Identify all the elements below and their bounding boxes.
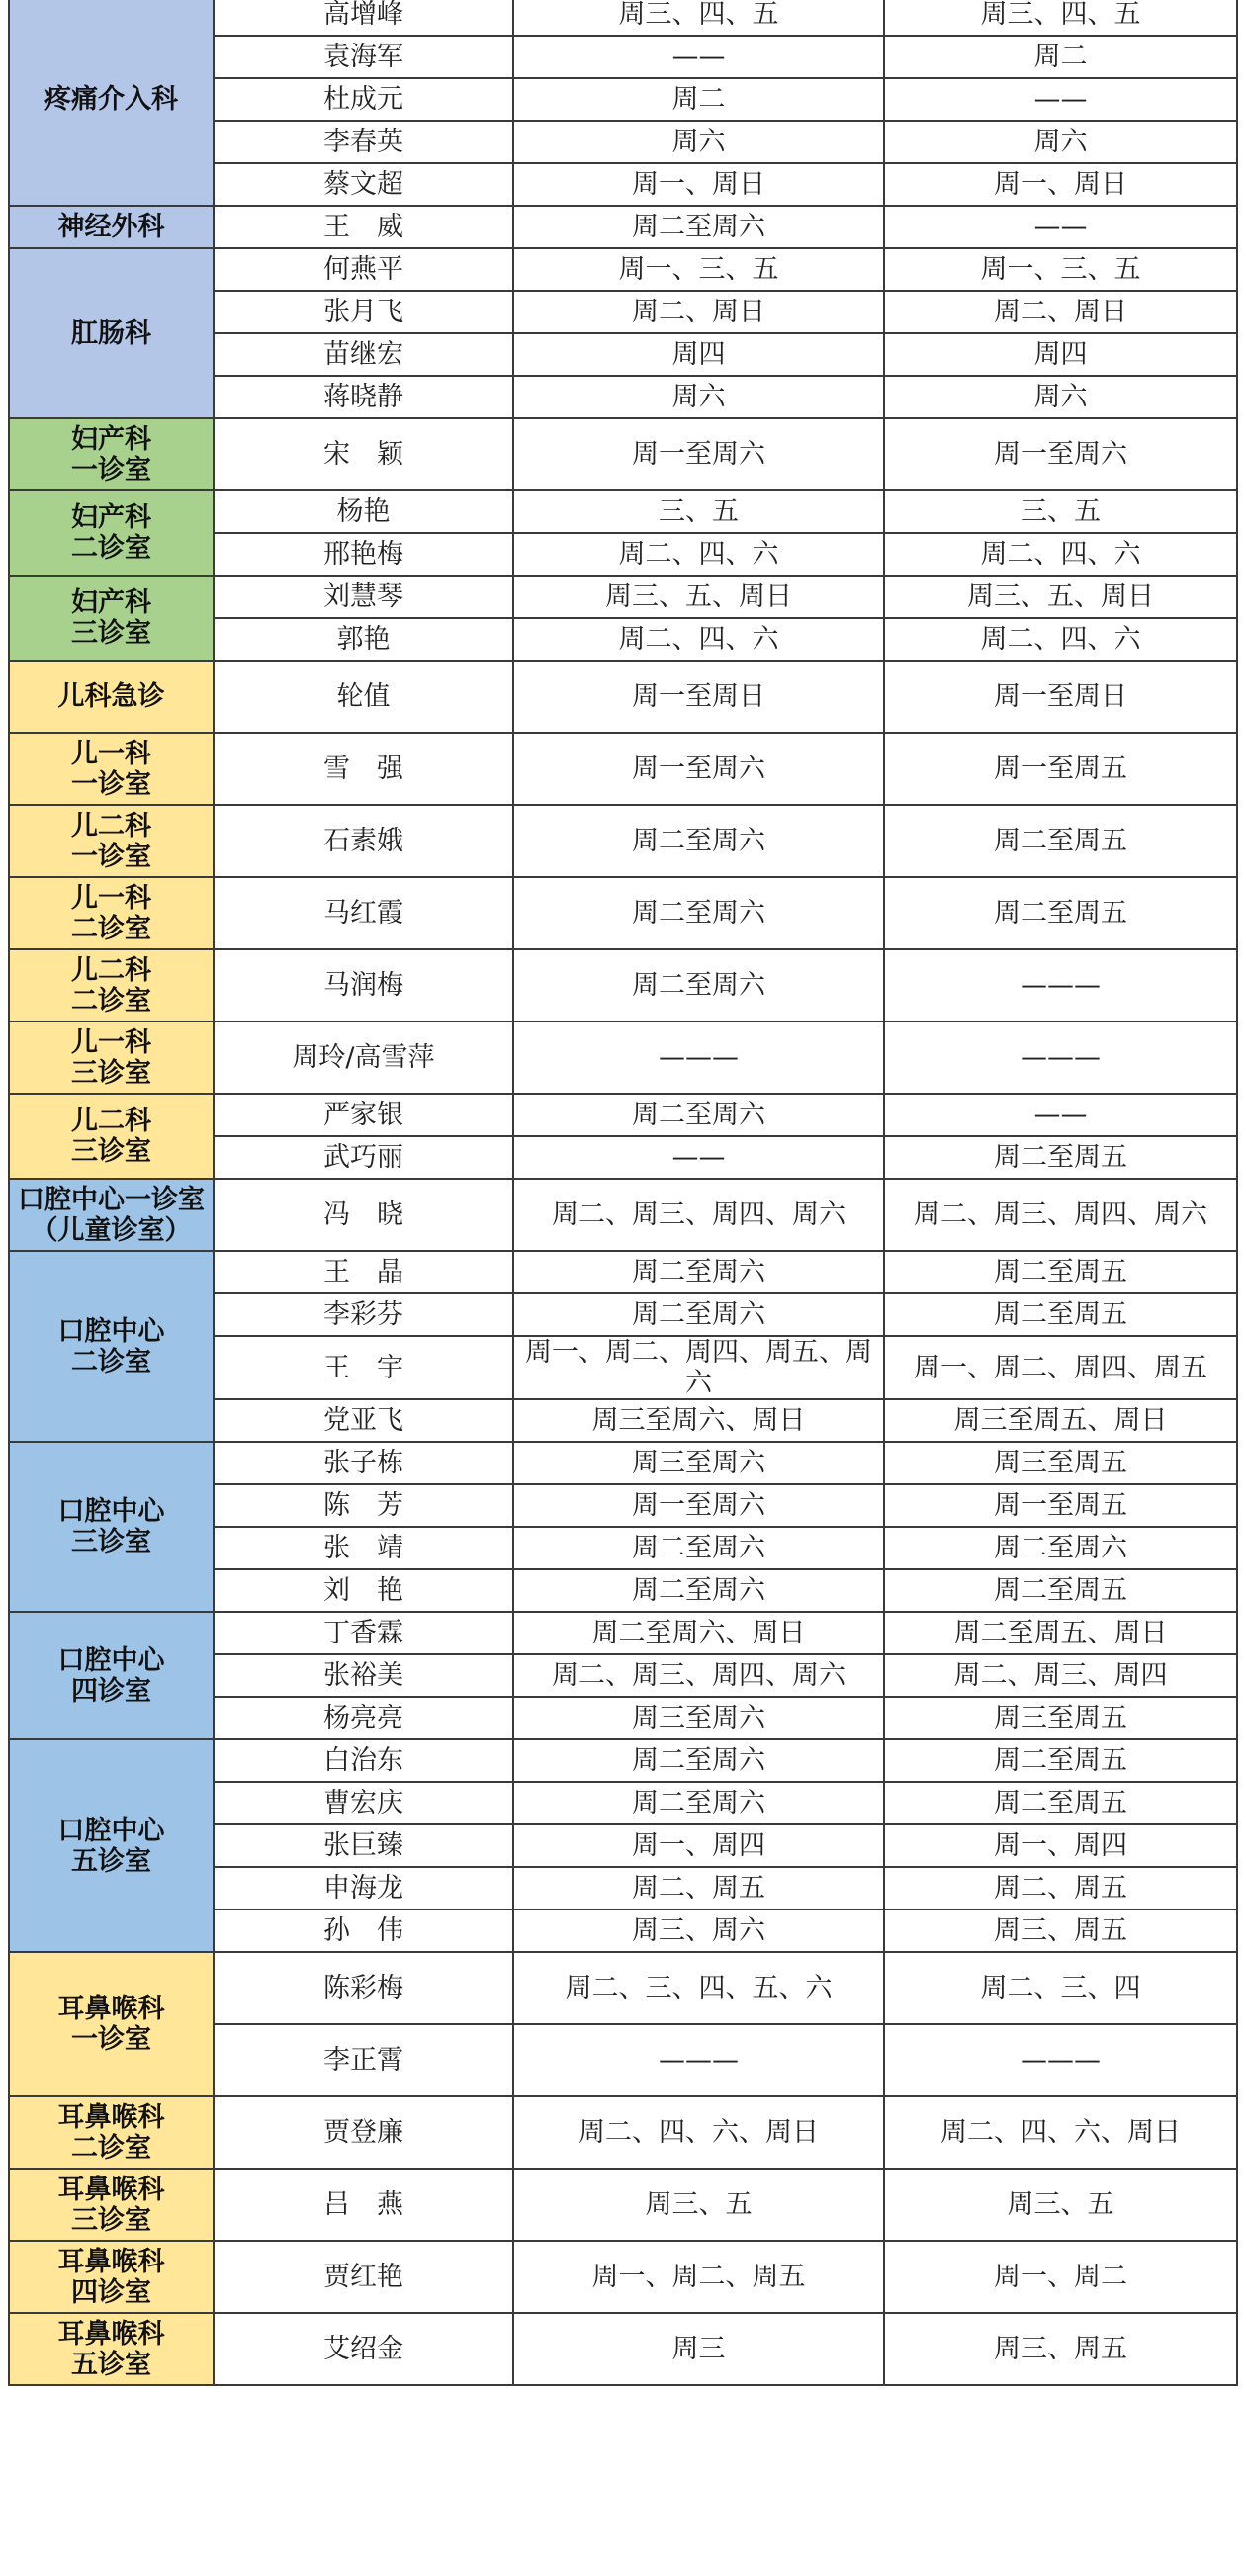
doctor-name-cell: 贾红艳 [214, 2241, 513, 2313]
department-cell: 儿二科 二诊室 [9, 949, 214, 1022]
schedule-cell-2: 周一、周日 [884, 163, 1237, 206]
doctor-name-cell: 刘慧琴 [214, 576, 513, 618]
doctor-name-cell: 宋 颖 [214, 418, 513, 490]
schedule-cell-2: 周二至周六 [884, 1527, 1237, 1569]
doctor-name-cell: 王 威 [214, 206, 513, 248]
schedule-cell-2: 周二 [884, 36, 1237, 78]
schedule-cell-2: ——— [884, 2024, 1237, 2096]
doctor-name-cell: 张 靖 [214, 1527, 513, 1569]
schedule-cell-1: 周二、周三、周四、周六 [513, 1654, 884, 1697]
schedule-cell-1: ——— [513, 2024, 884, 2096]
schedule-cell-1: 周四 [513, 333, 884, 376]
doctor-name-cell: 雪 强 [214, 733, 513, 805]
department-cell: 口腔中心 四诊室 [9, 1612, 214, 1739]
schedule-cell-2: —— [884, 78, 1237, 121]
doctor-name-cell: 冯 晓 [214, 1179, 513, 1251]
schedule-cell-2: 周二、四、六 [884, 533, 1237, 576]
schedule-cell-2: ——— [884, 949, 1237, 1022]
schedule-cell-1: 周二至周六 [513, 949, 884, 1022]
table-row [9, 661, 1237, 733]
department-cell: 口腔中心一诊室 （儿童诊室） [9, 1179, 214, 1251]
doctor-name-cell: 李正霄 [214, 2024, 513, 2096]
schedule-cell-1: ——— [513, 1022, 884, 1094]
schedule-cell-2: 周三、四、五 [884, 0, 1237, 36]
doctor-name-cell: 蒋晓静 [214, 376, 513, 418]
table-row [9, 949, 1237, 1022]
schedule-cell-2: —— [884, 1094, 1237, 1136]
doctor-name-cell: 王 宇 [214, 1336, 513, 1399]
schedule-cell-2: 周一至周五 [884, 733, 1237, 805]
schedule-cell-2: 周二至周五 [884, 1569, 1237, 1612]
schedule-cell-2: 周二、周日 [884, 291, 1237, 333]
clinic-schedule-table [8, 0, 1238, 2386]
schedule-cell-1: 周二、四、六 [513, 618, 884, 661]
department-cell: 儿一科 二诊室 [9, 877, 214, 949]
schedule-cell-1: 周一、三、五 [513, 248, 884, 291]
doctor-name-cell: 邢艳梅 [214, 533, 513, 576]
table-row [9, 418, 1237, 490]
table-row [9, 1442, 1237, 1484]
table-row [9, 1094, 1237, 1136]
department-cell: 耳鼻喉科 五诊室 [9, 2313, 214, 2385]
schedule-cell-2: 周一至周五 [884, 1484, 1237, 1527]
doctor-name-cell: 艾绍金 [214, 2313, 513, 2385]
doctor-name-cell: 张月飞 [214, 291, 513, 333]
schedule-cell-2: 周二至周五 [884, 1293, 1237, 1336]
schedule-cell-2: 周二、四、六 [884, 618, 1237, 661]
doctor-name-cell: 周玲/高雪萍 [214, 1022, 513, 1094]
schedule-cell-2: ——— [884, 1022, 1237, 1094]
schedule-cell-2: 周四 [884, 333, 1237, 376]
schedule-cell-1: 周一至周六 [513, 418, 884, 490]
table-row [9, 1952, 1237, 2024]
schedule-cell-1: 三、五 [513, 490, 884, 533]
schedule-cell-2: 周六 [884, 376, 1237, 418]
schedule-cell-1: 周一至周六 [513, 733, 884, 805]
department-cell: 肛肠科 [9, 248, 214, 418]
schedule-cell-1: 周二至周六 [513, 877, 884, 949]
doctor-name-cell: 高增峰 [214, 0, 513, 36]
schedule-cell-1: 周二至周六 [513, 206, 884, 248]
schedule-cell-1: 周二至周六 [513, 1569, 884, 1612]
table-row [9, 0, 1237, 36]
table-row [9, 2241, 1237, 2313]
schedule-cell-1: 周三至周六 [513, 1697, 884, 1739]
doctor-name-cell: 曹宏庆 [214, 1782, 513, 1824]
table-row [9, 576, 1237, 618]
schedule-cell-1: 周一、周四 [513, 1824, 884, 1867]
schedule-cell-2: 周一、周二 [884, 2241, 1237, 2313]
doctor-name-cell: 李春英 [214, 121, 513, 163]
schedule-cell-2: 三、五 [884, 490, 1237, 533]
schedule-cell-1: 周三至周六 [513, 1442, 884, 1484]
schedule-cell-1: 周二至周六、周日 [513, 1612, 884, 1654]
department-cell: 妇产科 三诊室 [9, 576, 214, 661]
table-row [9, 805, 1237, 877]
schedule-cell-1: 周六 [513, 376, 884, 418]
doctor-name-cell: 杨亮亮 [214, 1697, 513, 1739]
doctor-name-cell: 郭艳 [214, 618, 513, 661]
schedule-cell-1: 周二、周三、周四、周六 [513, 1179, 884, 1251]
doctor-name-cell: 李彩芬 [214, 1293, 513, 1336]
schedule-cell-1: 周二至周六 [513, 1251, 884, 1293]
doctor-name-cell: 石素娥 [214, 805, 513, 877]
doctor-name-cell: 马润梅 [214, 949, 513, 1022]
table-row [9, 733, 1237, 805]
doctor-name-cell: 刘 艳 [214, 1569, 513, 1612]
doctor-name-cell: 孙 伟 [214, 1910, 513, 1952]
schedule-cell-2: 周二至周五 [884, 877, 1237, 949]
department-cell: 耳鼻喉科 一诊室 [9, 1952, 214, 2096]
schedule-cell-1: 周一、周二、周四、周五、周六 [513, 1336, 884, 1399]
schedule-cell-2: 周一、周二、周四、周五 [884, 1336, 1237, 1399]
department-cell: 耳鼻喉科 二诊室 [9, 2096, 214, 2169]
doctor-name-cell: 陈彩梅 [214, 1952, 513, 2024]
schedule-cell-2: 周一至周日 [884, 661, 1237, 733]
department-cell: 耳鼻喉科 三诊室 [9, 2169, 214, 2241]
doctor-name-cell: 党亚飞 [214, 1399, 513, 1442]
schedule-cell-1: 周三、四、五 [513, 0, 884, 36]
schedule-cell-1: 周二、四、六、周日 [513, 2096, 884, 2169]
schedule-cell-1: 周二至周六 [513, 1293, 884, 1336]
doctor-name-cell: 丁香霖 [214, 1612, 513, 1654]
schedule-cell-1: 周二至周六 [513, 1527, 884, 1569]
schedule-cell-2: 周二、周三、周四、周六 [884, 1179, 1237, 1251]
schedule-cell-2: 周二、周三、周四 [884, 1654, 1237, 1697]
doctor-name-cell: 陈 芳 [214, 1484, 513, 1527]
table-row [9, 877, 1237, 949]
schedule-cell-2: 周三至周五、周日 [884, 1399, 1237, 1442]
department-cell: 口腔中心 二诊室 [9, 1251, 214, 1442]
table-row [9, 1612, 1237, 1654]
schedule-cell-2: 周三、周五 [884, 1910, 1237, 1952]
schedule-cell-2: 周三、五、周日 [884, 576, 1237, 618]
schedule-cell-1: 周三至周六、周日 [513, 1399, 884, 1442]
schedule-cell-1: 周一至周六 [513, 1484, 884, 1527]
department-cell: 耳鼻喉科 四诊室 [9, 2241, 214, 2313]
department-cell: 妇产科 一诊室 [9, 418, 214, 490]
table-row [9, 1022, 1237, 1094]
schedule-cell-1: 周二至周六 [513, 805, 884, 877]
schedule-cell-2: 周二至周五 [884, 1739, 1237, 1782]
schedule-cell-1: 周二、三、四、五、六 [513, 1952, 884, 2024]
table-row [9, 1739, 1237, 1782]
department-cell: 儿科急诊 [9, 661, 214, 733]
doctor-name-cell: 申海龙 [214, 1867, 513, 1910]
doctor-name-cell: 蔡文超 [214, 163, 513, 206]
schedule-cell-2: 周三至周五 [884, 1697, 1237, 1739]
schedule-cell-2: 周一、周四 [884, 1824, 1237, 1867]
doctor-name-cell: 何燕平 [214, 248, 513, 291]
doctor-name-cell: 白治东 [214, 1739, 513, 1782]
doctor-name-cell: 严家银 [214, 1094, 513, 1136]
schedule-cell-1: 周一、周二、周五 [513, 2241, 884, 2313]
schedule-cell-1: 周二至周六 [513, 1094, 884, 1136]
table-row [9, 2169, 1237, 2241]
doctor-name-cell: 贾登廉 [214, 2096, 513, 2169]
department-cell: 儿一科 三诊室 [9, 1022, 214, 1094]
table-row [9, 2313, 1237, 2385]
schedule-cell-2: —— [884, 206, 1237, 248]
schedule-cell-1: 周六 [513, 121, 884, 163]
schedule-cell-2: 周二至周五 [884, 805, 1237, 877]
doctor-name-cell: 苗继宏 [214, 333, 513, 376]
schedule-cell-2: 周二、三、四 [884, 1952, 1237, 2024]
schedule-cell-2: 周三、周五 [884, 2313, 1237, 2385]
doctor-name-cell: 王 晶 [214, 1251, 513, 1293]
schedule-cell-1: 周二至周六 [513, 1739, 884, 1782]
table-row [9, 2096, 1237, 2169]
schedule-cell-1: 周二、周日 [513, 291, 884, 333]
schedule-cell-1: 周三、周六 [513, 1910, 884, 1952]
schedule-cell-2: 周六 [884, 121, 1237, 163]
doctor-name-cell: 武巧丽 [214, 1136, 513, 1179]
doctor-name-cell: 杨艳 [214, 490, 513, 533]
doctor-name-cell: 吕 燕 [214, 2169, 513, 2241]
schedule-cell-1: 周三、五、周日 [513, 576, 884, 618]
schedule-cell-2: 周二至周五、周日 [884, 1612, 1237, 1654]
table-row [9, 490, 1237, 533]
schedule-cell-2: 周一、三、五 [884, 248, 1237, 291]
schedule-cell-1: 周三 [513, 2313, 884, 2385]
schedule-cell-1: —— [513, 1136, 884, 1179]
schedule-cell-2: 周三、五 [884, 2169, 1237, 2241]
schedule-cell-2: 周二至周五 [884, 1251, 1237, 1293]
schedule-cell-1: 周二至周六 [513, 1782, 884, 1824]
schedule-cell-2: 周一至周六 [884, 418, 1237, 490]
table-row [9, 206, 1237, 248]
doctor-name-cell: 马红霞 [214, 877, 513, 949]
doctor-name-cell: 张巨臻 [214, 1824, 513, 1867]
schedule-cell-2: 周二至周五 [884, 1136, 1237, 1179]
department-cell: 儿一科 一诊室 [9, 733, 214, 805]
department-cell: 口腔中心 三诊室 [9, 1442, 214, 1612]
schedule-cell-2: 周二至周五 [884, 1782, 1237, 1824]
department-cell: 儿二科 一诊室 [9, 805, 214, 877]
department-cell: 妇产科 二诊室 [9, 490, 214, 576]
schedule-cell-1: 周一至周日 [513, 661, 884, 733]
doctor-name-cell: 杜成元 [214, 78, 513, 121]
table-row [9, 1251, 1237, 1293]
department-cell: 口腔中心 五诊室 [9, 1739, 214, 1952]
schedule-cell-2: 周二、四、六、周日 [884, 2096, 1237, 2169]
schedule-cell-1: 周二、周五 [513, 1867, 884, 1910]
doctor-name-cell: 张裕美 [214, 1654, 513, 1697]
table-row [9, 248, 1237, 291]
schedule-cell-1: 周二 [513, 78, 884, 121]
doctor-name-cell: 张子栋 [214, 1442, 513, 1484]
doctor-name-cell: 轮值 [214, 661, 513, 733]
schedule-cell-2: 周三至周五 [884, 1442, 1237, 1484]
schedule-cell-2: 周二、周五 [884, 1867, 1237, 1910]
doctor-name-cell: 袁海军 [214, 36, 513, 78]
department-cell: 神经外科 [9, 206, 214, 248]
schedule-cell-1: —— [513, 36, 884, 78]
schedule-cell-1: 周三、五 [513, 2169, 884, 2241]
table-row [9, 1179, 1237, 1251]
schedule-body [9, 0, 1237, 2385]
schedule-cell-1: 周二、四、六 [513, 533, 884, 576]
department-cell: 儿二科 三诊室 [9, 1094, 214, 1179]
department-cell: 疼痛介入科 [9, 0, 214, 206]
schedule-cell-1: 周一、周日 [513, 163, 884, 206]
